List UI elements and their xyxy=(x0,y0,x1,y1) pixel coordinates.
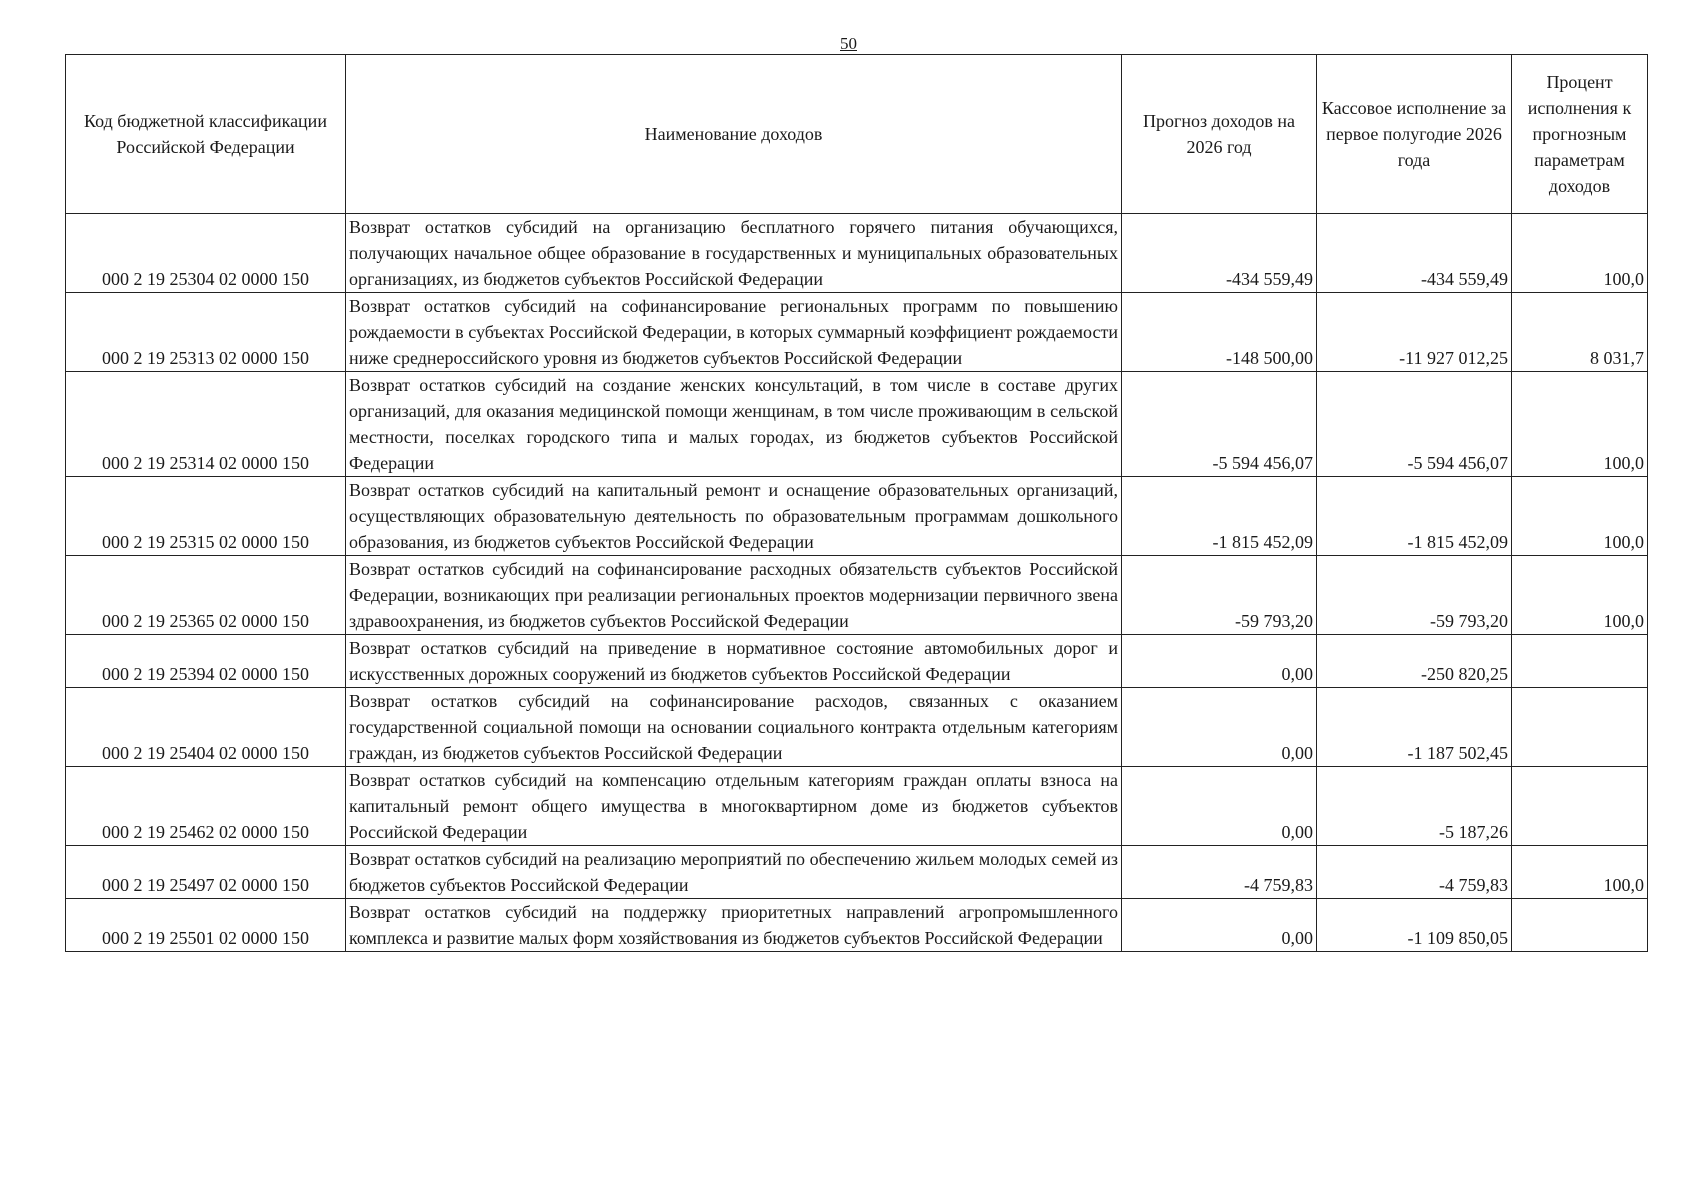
table-row xyxy=(66,556,1648,635)
row-name: Возврат остатков субсидий на поддержку приоритетных направлений агропромышленного комплекса и развитие малых форм хозяйствования из бюджетов субъектов Российской Федерации xyxy=(346,899,1122,952)
row-code: 000 2 19 25501 02 0000 150 xyxy=(66,899,346,952)
table-row xyxy=(66,635,1648,688)
row-code: 000 2 19 25365 02 0000 150 xyxy=(66,556,346,635)
row-percent xyxy=(1512,767,1648,846)
row-name: Возврат остатков субсидий на реализацию мероприятий по обеспечению жильем молодых семей из бюджетов субъектов Российской Федерации xyxy=(346,846,1122,899)
row-execution: -5 187,26 xyxy=(1317,767,1512,846)
row-forecast: 0,00 xyxy=(1122,688,1317,767)
row-forecast: -434 559,49 xyxy=(1122,214,1317,293)
table-row xyxy=(66,214,1648,293)
row-name: Возврат остатков субсидий на капитальный ремонт и оснащение образовательных организаций, осуществляющих образовательную деятельность по образовательным программам дошкольного образования, из бюджетов субъектов Российской Федерации xyxy=(346,477,1122,556)
table-row xyxy=(66,688,1648,767)
row-execution: -59 793,20 xyxy=(1317,556,1512,635)
row-execution: -11 927 012,25 xyxy=(1317,293,1512,372)
row-execution: -4 759,83 xyxy=(1317,846,1512,899)
row-code: 000 2 19 25313 02 0000 150 xyxy=(66,293,346,372)
row-percent: 100,0 xyxy=(1512,372,1648,477)
row-percent: 100,0 xyxy=(1512,846,1648,899)
row-percent xyxy=(1512,688,1648,767)
header-execution: Кассовое исполнение за первое полугодие 2026 года xyxy=(1317,55,1512,214)
header-name: Наименование доходов xyxy=(346,55,1122,214)
row-name: Возврат остатков субсидий на софинансирование расходов, связанных с оказанием государственной социальной помощи на основании социального контракта отдельным категориям граждан, из бюджетов субъектов Российской Федерации xyxy=(346,688,1122,767)
table-row xyxy=(66,846,1648,899)
table-row xyxy=(66,767,1648,846)
row-forecast: 0,00 xyxy=(1122,767,1317,846)
row-percent: 8 031,7 xyxy=(1512,293,1648,372)
row-name: Возврат остатков субсидий на софинансирование расходных обязательств субъектов Российской Федерации, возникающих при реализации региональных проектов модернизации первичного звена здравоохранения, из бюджетов субъектов Российской Федерации xyxy=(346,556,1122,635)
table-header-row xyxy=(66,55,1648,214)
row-execution: -1 109 850,05 xyxy=(1317,899,1512,952)
row-execution: -1 187 502,45 xyxy=(1317,688,1512,767)
row-execution: -434 559,49 xyxy=(1317,214,1512,293)
row-code: 000 2 19 25394 02 0000 150 xyxy=(66,635,346,688)
table-row xyxy=(66,372,1648,477)
page-number: 50 xyxy=(840,34,857,53)
header-forecast: Прогноз доходов на 2026 год xyxy=(1122,55,1317,214)
row-forecast: -1 815 452,09 xyxy=(1122,477,1317,556)
row-name: Возврат остатков субсидий на софинансирование региональных программ по повышению рождаемости в субъектах Российской Федерации, в которых суммарный коэффициент рождаемости ниже среднероссийского уровня из бюджетов субъектов Российской Федерации xyxy=(346,293,1122,372)
row-forecast: -148 500,00 xyxy=(1122,293,1317,372)
row-percent: 100,0 xyxy=(1512,214,1648,293)
row-execution: -5 594 456,07 xyxy=(1317,372,1512,477)
header-percent: Процент исполнения к прогнозным параметрам доходов xyxy=(1512,55,1648,214)
row-name: Возврат остатков субсидий на организацию бесплатного горячего питания обучающихся, получающих начальное общее образование в государственных и муниципальных образовательных организациях, из бюджетов субъектов Российской Федерации xyxy=(346,214,1122,293)
row-forecast: -4 759,83 xyxy=(1122,846,1317,899)
row-code: 000 2 19 25497 02 0000 150 xyxy=(66,846,346,899)
row-name: Возврат остатков субсидий на компенсацию отдельным категориям граждан оплаты взноса на капитальный ремонт общего имущества в многоквартирном доме из бюджетов субъектов Российской Федерации xyxy=(346,767,1122,846)
row-code: 000 2 19 25314 02 0000 150 xyxy=(66,372,346,477)
row-name: Возврат остатков субсидий на создание женских консультаций, в том числе в составе других организаций, для оказания медицинской помощи женщинам, в том числе проживающим в сельской местности, поселках городского типа и малых городах, из бюджетов субъектов Российской Федерации xyxy=(346,372,1122,477)
row-percent: 100,0 xyxy=(1512,477,1648,556)
table-row xyxy=(66,899,1648,952)
row-code: 000 2 19 25304 02 0000 150 xyxy=(66,214,346,293)
row-execution: -1 815 452,09 xyxy=(1317,477,1512,556)
row-percent xyxy=(1512,635,1648,688)
table-row xyxy=(66,293,1648,372)
row-forecast: -5 594 456,07 xyxy=(1122,372,1317,477)
table-row xyxy=(66,477,1648,556)
row-execution: -250 820,25 xyxy=(1317,635,1512,688)
row-forecast: -59 793,20 xyxy=(1122,556,1317,635)
row-forecast: 0,00 xyxy=(1122,635,1317,688)
row-forecast: 0,00 xyxy=(1122,899,1317,952)
row-name: Возврат остатков субсидий на приведение в нормативное состояние автомобильных дорог и искусственных дорожных сооружений из бюджетов субъектов Российской Федерации xyxy=(346,635,1122,688)
header-code: Код бюджетной классификации Российской Федерации xyxy=(66,55,346,214)
row-code: 000 2 19 25462 02 0000 150 xyxy=(66,767,346,846)
row-percent: 100,0 xyxy=(1512,556,1648,635)
row-code: 000 2 19 25315 02 0000 150 xyxy=(66,477,346,556)
row-code: 000 2 19 25404 02 0000 150 xyxy=(66,688,346,767)
revenue-table xyxy=(65,54,1648,952)
row-percent xyxy=(1512,899,1648,952)
